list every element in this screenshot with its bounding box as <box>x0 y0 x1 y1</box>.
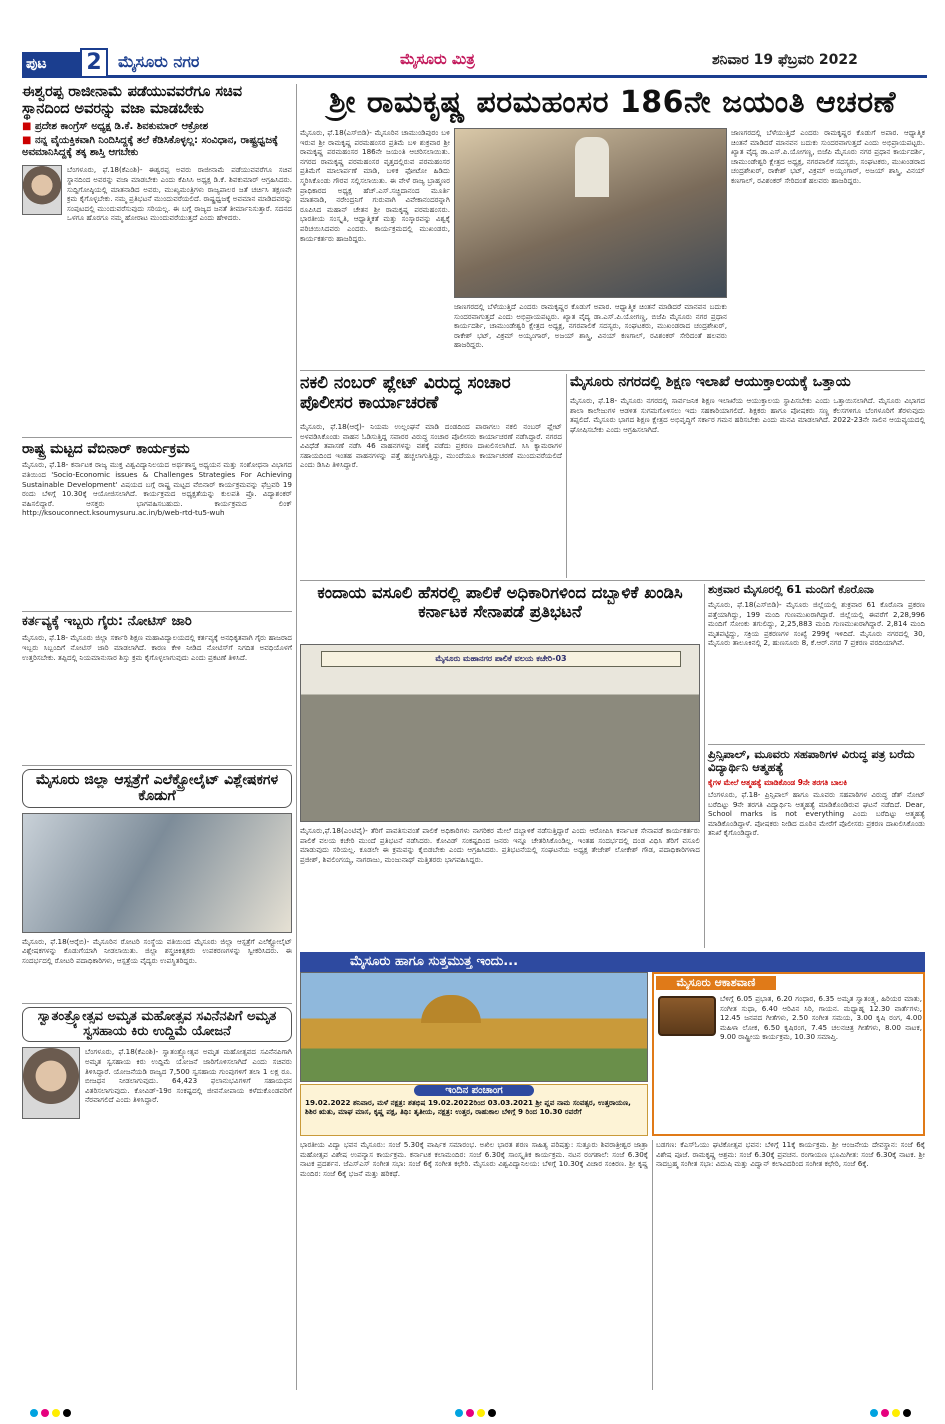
article-headline-education: ಮೈಸೂರು ನಗರದಲ್ಲಿ ಶಿಕ್ಷಣ ಇಲಾಖೆ ಆಯುಕ್ತಾಲಯಕ್ಕೆ ಒತ್ತಾಯ <box>570 374 851 390</box>
registration-dots-center <box>455 1402 499 1421</box>
article-headline-webinar: ರಾಷ್ಟ್ರ ಮಟ್ಟದ ವೆಬಿನಾರ್ ಕಾರ್ಯಕ್ರಮ <box>22 441 190 458</box>
bullet-item: ■ ಪ್ರದೇಶ ಕಾಂಗ್ರೆಸ್ ಅಧ್ಯಕ್ಷ ಡಿ.ಕೆ. ಶಿವಕುಮಾರ್ ಆಕ್ರೋಶ <box>22 121 209 133</box>
lead-body-right: ಜಾಣಗರದಲ್ಲಿ ಬೆಳೆಯುತ್ತಿದೆ ಎಂದರು ರಾಮಕೃಷ್ಣರ ಕೊಡುಗೆ ಅಪಾರ. ಆಧ್ಯಾತ್ಮಿಕ ಚಿಂತನೆ ಮಾಡಿದರೆ ಮಾನವನ ಬದುಕು ಸುಂದರವಾಗುತ್ತದೆ ಎಂದು ಅಭಿಪ್ರಾಯಪಟ್ಟರು. ಖ್ಯಾತ ವೈದ್ಯ ಡಾ.ಎಸ್.ಪಿ.ಯೋಗಣ್ಣ, ಬಿಜೆಪಿ ಮೈಸೂರು ನಗರ ಪ್ರಧಾನ ಕಾರ್ಯದರ್ಶಿ, ಚಾಮುಂಡೇಶ್ವರಿ ಕ್ಷೇತ್ರದ ಅಧ್ಯಕ್ಷ, ನಗರಪಾಲಿಕೆ ಸದಸ್ಯರು, ಸಂಘಟಕರು, ಮುಖಂಡರಾದ ಚಂದ್ರಶೇಖರ್, ರಾಕೇಶ್ ಭಟ್, ವಿಕ್ರಮ್ ಅಯ್ಯಂಗಾರ್, ಅಜಯ್ ಶಾಸ್ತ್ರಿ, ವಿನಯ್ ಕಣಗಾಲ್, ರವಿಶಂಕರ್ ಸೇರಿದಂತೆ ಹಲವರು ಹಾಜರಿದ್ದರು. <box>731 128 925 185</box>
page-label: ಪುಟ <box>22 52 100 76</box>
registration-dots-right <box>870 1402 914 1421</box>
radio-title: ಮೈಸೂರು ಆಕಾಶವಾಣಿ <box>656 976 776 990</box>
article-headline-eshwarappa: ಈಶ್ವರಪ್ಪ ರಾಜೀನಾಮೆ ಪಡೆಯುವವರೆಗೂ ಸಚಿವ ಸ್ಥಾನದಿಂದ ಅವರನ್ನು ವಜಾ ಮಾಡಬೇಕು <box>22 84 243 117</box>
article-body-hospital: ಮೈಸೂರು, ಫೆ.18(ಆರ್‍ಕೆಬಿ)- ಮೈಸೂರಿನ ರೋಟರಿ ಸಂಸ್ಥೆಯ ವತಿಯಿಂದ ಮೈಸೂರು ಜಿಲ್ಲಾ ಆಸ್ಪತ್ರೆಗೆ ಎಲೆಕ್ಟ್ರೋಲೈಟ್ ವಿಶ್ಲೇಷಕಗಳನ್ನು ಕೊಡುಗೆಯಾಗಿ ನೀಡಲಾಯಿತು. ಜಿಲ್ಲಾ ಶಸ್ತ್ರಚಿಕಿತ್ಸಕರು ಉಪಕರಣಗಳನ್ನು ಸ್ವೀಕರಿಸಿದರು. ಈ ಸಂದರ್ಭದಲ್ಲಿ ರೋಟರಿ ಪದಾಧಿಕಾರಿಗಳು, ಆಸ್ಪತ್ರೆಯ ವೈದ್ಯರು ಉಪಸ್ಥಿತರಿದ್ದರು. <box>22 936 292 965</box>
article-headline-principal: ಪ್ರಿನ್ಸಿಪಾಲ್, ಮೂವರು ಸಹಪಾಠಿಗಳ ವಿರುದ್ಧ ಪತ್ರ ಬರೆದು ವಿದ್ಯಾರ್ಥಿನಿ ಆತ್ಮಹತ್ಯೆ <box>708 747 915 775</box>
article-headline-amrit: ಸ್ವಾತಂತ್ರ್ಯೋತ್ಸವ ಅಮೃತ ಮಹೋತ್ಸವ ಸವಿನೆನಪಿಗೆ ಅಮೃತ ಸ್ವಸಹಾಯ ಕಿರು ಉದ್ದಿಮೆ ಯೋಜನೆ <box>22 1007 292 1043</box>
statue-shape <box>575 137 609 197</box>
radio-box <box>652 972 925 1136</box>
panchanga-title: ಇಂದಿನ ಪಂಚಾಂಗ <box>414 1085 534 1096</box>
events-column-1: ಭಾರತೀಯ ವಿದ್ಯಾ ಭವನ ಮೈಸೂರು: ಸಂಜೆ 5.30ಕ್ಕೆ ವಾರ್ಷಿಕ ಸಮಾರಂಭ. ಅಖಿಲ ಭಾರತ ಶರಣ ಸಾಹಿತ್ಯ ಪರಿಷತ್ತು: ಸುತ್ತೂರು ಶಿವರಾತ್ರೀಶ್ವರ ಜಾತ್ರಾ ಮಹೋತ್ಸವ ವಿಶೇಷ ಉಪನ್ಯಾಸ ಕಾರ್ಯಕ್ರಮ. ಕರ್ನಾಟಕ ಕಲಾಮಂದಿರ: ಸಂಜೆ 6.30ಕ್ಕೆ ಸಾಂಸ್ಕೃತಿಕ ಕಾರ್ಯಕ್ರಮ. ನಟನ ರಂಗಶಾಲೆ: ಸಂಜೆ 6.30ಕ್ಕೆ ನಾಟಕ ಪ್ರದರ್ಶನ. ಜೆಎಸ್‍ಎಸ್ ಸಂಗೀತ ಸಭಾ: ಸಂಜೆ 6ಕ್ಕೆ ಸಂಗೀತ ಕಛೇರಿ. ಮೈಸೂರು ವಿಶ್ವವಿದ್ಯಾನಿಲಯ: ಬೆಳಿಗ್ಗೆ 10.30ಕ್ಕೆ ವಿಚಾರ ಸಂಕಿರಣ. ಶ್ರೀ ಕೃಷ್ಣ ಮಂದಿರ: ಸಂಜೆ 6ಕ್ಕೆ ಭಜನೆ ಮತ್ತು ಹರಿಕಥೆ. <box>300 1140 648 1178</box>
registration-dots-left <box>30 1402 74 1421</box>
masthead: ಮೈಸೂರು ಮಿತ್ರ <box>400 50 475 68</box>
page-number: 2 <box>80 48 108 78</box>
panchanga-text: 19.02.2022 ಶನಿವಾರ, ಮಳೆ ನಕ್ಷತ್ರ: ಶತಭಿಷ 19.02.2022ರಿಂದ 03.03.2021 ಶ್ರೀ ಪ್ಲವ ನಾಮ ಸಂವತ್ಸರ, ಉತ್ತರಾಯಣ, ಶಿಶಿರ ಋತು, ಮಾಘ ಮಾಸ, ಕೃಷ್ಣ ಪಕ್ಷ, ತಿಥಿ: ತೃತೀಯ, ನಕ್ಷತ್ರ: ಉತ್ತರ, ರಾಹುಕಾಲ ಬೆಳಿಗ್ಗೆ 9 ರಿಂದ 10.30 ರವರೆಗೆ <box>305 1098 631 1117</box>
office-sign: ಮೈಸೂರು ಮಹಾನಗರ ಪಾಲಿಕೆ ವಲಯ ಕಚೇರಿ-03 <box>321 651 681 667</box>
lead-body-middle: ಜಾಣಗರದಲ್ಲಿ ಬೆಳೆಯುತ್ತಿದೆ ಎಂದರು ರಾಮಕೃಷ್ಣರ ಕೊಡುಗೆ ಅಪಾರ. ಆಧ್ಯಾತ್ಮಿಕ ಚಿಂತನೆ ಮಾಡಿದರೆ ಮಾನವನ ಬದುಕು ಸುಂದರವಾಗುತ್ತದೆ ಎಂದು ಅಭಿಪ್ರಾಯಪಟ್ಟರು. ಖ್ಯಾತ ವೈದ್ಯ ಡಾ.ಎಸ್.ಪಿ.ಯೋಗಣ್ಣ, ಬಿಜೆಪಿ ಮೈಸೂರು ನಗರ ಪ್ರಧಾನ ಕಾರ್ಯದರ್ಶಿ, ಚಾಮುಂಡೇಶ್ವರಿ ಕ್ಷೇತ್ರದ ಅಧ್ಯಕ್ಷ, ನಗರಪಾಲಿಕೆ ಸದಸ್ಯರು, ಸಂಘಟಕರು, ಮುಖಂಡರಾದ ಚಂದ್ರಶೇಖರ್, ರಾಕೇಶ್ ಭಟ್, ವಿಕ್ರಮ್ ಅಯ್ಯಂಗಾರ್, ಅಜಯ್ ಶಾಸ್ತ್ರಿ, ವಿನಯ್ ಕಣಗಾಲ್, ರವಿಶಂಕರ್ ಸೇರಿದಂತೆ ಹಲವರು ಹಾಜರಿದ್ದರು. <box>454 302 727 350</box>
bullet-item: ■ ನನ್ನ ವೈಯಕ್ತಿಕವಾಗಿ ನಿಂದಿಸಿದ್ದಕ್ಕೆ ತಲೆ ಕೆಡಿಸಿಕೊಳ್ಳಲ್ಲ: ಸಂವಿಧಾನ, ರಾಷ್ಟ್ರಧ್ವಜಕ್ಕೆ ಅವಮಾನಿಸಿದ್ದಕ್ಕೆ ತಕ್ಕ ಶಾಸ್ತಿ ಆಗಬೇಕು <box>22 135 278 159</box>
photo-protest <box>300 644 700 822</box>
panchanga-box <box>300 1084 648 1136</box>
bullet-icon: ■ <box>22 121 32 133</box>
radio-icon <box>658 996 716 1036</box>
today-banner: ಮೈಸೂರು ಹಾಗೂ ಸುತ್ತಮುತ್ತ ಇಂದು... <box>300 952 925 972</box>
article-headline-plates: ನಕಲಿ ನಂಬರ್ ಪ್ಲೇಟ್ ವಿರುದ್ಧ ಸಂಚಾರ ಪೊಲೀಸರ ಕಾರ್ಯಾಚರಣೆ <box>300 373 511 413</box>
article-body-principal: ಬೆಂಗಳೂರು, ಫೆ.18- ಪ್ರಿನ್ಸಿಪಾಲ್ ಹಾಗೂ ಮೂವರು ಸಹಪಾಠಿಗಳ ವಿರುದ್ಧ ಡೆತ್ ನೋಟ್ ಬರೆದಿಟ್ಟು 9ನೇ ತರಗತಿ ವಿದ್ಯಾರ್ಥಿನಿ ಆತ್ಮಹತ್ಯೆ ಮಾಡಿಕೊಂಡಿರುವ ಘಟನೆ ನಡೆದಿದೆ. Dear, School marks is not everything ಎಂದು ಬರೆದಿಟ್ಟು ಆತ್ಮಹತ್ಯೆ ಮಾಡಿಕೊಂಡಿದ್ದಾಳೆ. ಪೋಷಕರು ನೀಡಿದ ದೂರಿನ ಮೇರೆಗೆ ಪೊಲೀಸರು ಪ್ರಕರಣ ದಾಖಲಿಸಿಕೊಂಡು ತನಿಖೆ ಕೈಗೊಂಡಿದ್ದಾರೆ. <box>708 790 925 838</box>
article-body-notice: ಮೈಸೂರು, ಫೆ.18- ಮೈಸೂರು ಜಿಲ್ಲಾ ಸರ್ಕಾರಿ ಶಿಕ್ಷಣ ಮಹಾವಿದ್ಯಾಲಯದಲ್ಲಿ ಕರ್ತವ್ಯಕ್ಕೆ ಅನಧಿಕೃತವಾಗಿ ಗೈರು ಹಾಜರಾದ ಇಬ್ಬರು ಸಿಬ್ಬಂದಿಗೆ ನೋಟಿಸ್ ಜಾರಿ ಮಾಡಲಾಗಿದೆ. ಕಾರಣ ಕೇಳಿ ನೀಡಿದ ನೋಟಿಸ್‌ಗೆ ನಿಗದಿತ ಅವಧಿಯೊಳಗೆ ಉತ್ತರಿಸಬೇಕು. ತಪ್ಪಿದಲ್ಲಿ ನಿಯಮಾನುಸಾರ ಶಿಸ್ತು ಕ್ರಮ ಕೈಗೊಳ್ಳಲಾಗುವುದು ಎಂದು ಪ್ರಕಟಣೆ ತಿಳಿಸಿದೆ. <box>22 633 292 662</box>
lead-body-left: ಮೈಸೂರು, ಫೆ.18(ಎಸ್‍ಬಿಡಿ)- ಮೈಸೂರಿನ ಚಾಮುಂಡಿಪುರಂ ಬಳಿ ಇರುವ ಶ್ರೀ ರಾಮಕೃಷ್ಣ ಪರಮಹಂಸರ ಪ್ರತಿಮೆ ಬಳಿ ಶುಕ್ರವಾರ ಶ್ರೀ ರಾಮಕೃಷ್ಣ ಪರಮಹಂಸರ 186ನೇ ಜಯಂತಿ ಆಚರಿಸಲಾಯಿತು. ನಗರದ ರಾಮಕೃಷ್ಣ ಪರಮಹಂಸರ ವೃತ್ತದಲ್ಲಿರುವ ಪರಮಹಂಸರ ಪ್ರತಿಮೆಗೆ ಮಾಲಾರ್ಪಣೆ ಮಾಡಿ, ಬಳಿಕ ಫೋಟೋ ಹಿಡಿದು ಸ್ಮರಿಸಿಕೊಂಡು ಗೌರವ ಸಲ್ಲಿಸಲಾಯಿತು. ಈ ವೇಳೆ ರಾಜ್ಯ ಬ್ರಾಹ್ಮಣರ ಪ್ರಾಧಿಕಾರದ ಅಧ್ಯಕ್ಷ ಹೆಚ್.ಎಸ್.ಸಚ್ಚಿದಾನಂದ ಮೂರ್ತಿ ಮಾತನಾಡಿ, ನರೇಂದ್ರನಿಗೆ ಗುರುವಾಗಿ ವಿವೇಕಾನಂದರನ್ನಾಗಿ ರೂಪಿಸಿದ ಮಹಾನ್ ಚೇತನ ಶ್ರೀ ರಾಮಕೃಷ್ಣ ಪರಮಹಂಸರು. ಭಾರತೀಯ ಸಂಸ್ಕೃತಿ, ಆಧ್ಯಾತ್ಮಿಕತೆ ಮತ್ತು ಸಂಸ್ಕಾರವನ್ನು ವಿಶ್ವಕ್ಕೆ ಪರಿಚಯಿಸಿದವರು ಎಂದರು. ಕಾರ್ಯಕ್ರಮದಲ್ಲಿ ಮುಖಂಡರು, ಕಾರ್ಯಕರ್ತರು ಹಾಜರಿದ್ದರು. <box>300 128 450 243</box>
portrait-photo-minister <box>22 1047 80 1119</box>
article-body-eshwarappa: ಬೆಂಗಳೂರು, ಫೆ.18(ಕೆಎಂಶಿ)- ಈಶ್ವರಪ್ಪ ಅವರು ರಾಜೀನಾಮೆ ಪಡೆಯುವವರೆಗೂ ಸಚಿವ ಸ್ಥಾನದಿಂದ ಅವರನ್ನು ವಜಾ ಮಾಡಬೇಕು ಎಂದು ಕೆಪಿಸಿಸಿ ಅಧ್ಯಕ್ಷ ಡಿ.ಕೆ. ಶಿವಕುಮಾರ್ ಆಗ್ರಹಿಸಿದರು. ಸುದ್ದಿಗೋಷ್ಠಿಯಲ್ಲಿ ಮಾತನಾಡಿದ ಅವರು, ಮುಖ್ಯಮಂತ್ರಿಗಳು ರಾಜ್ಯಪಾಲರ ಜತೆ ಚರ್ಚಿಸಿ ತಕ್ಷಣವೇ ಕ್ರಮ ಕೈಗೊಳ್ಳಬೇಕು. ನಮ್ಮ ಪ್ರತಿಭಟನೆ ಮುಂದುವರೆಯಲಿದೆ. ರಾಷ್ಟ್ರಧ್ವಜಕ್ಕೆ ಅವಮಾನ ಮಾಡಿದವರನ್ನು ಸಂಪುಟದಲ್ಲಿ ಮುಂದುವರೆಸುವುದು ಸರಿಯಲ್ಲ. ಈ ಬಗ್ಗೆ ರಾಜ್ಯದ ಜನತೆ ತೀರ್ಮಾನಿಸುತ್ತಾರೆ. ಸದನದ ಒಳಗೂ ಹೊರಗೂ ನಮ್ಮ ಹೋರಾಟ ಮುಂದುವರೆಯುತ್ತದೆ ಎಂದು ಹೇಳಿದರು. <box>67 165 292 223</box>
events-column-2: ಬಡಗಣ: ಕೆಎಸ್‍ಓಯು ಘಟಿಕೋತ್ಸವ ಭವನ: ಬೆಳಿಗ್ಗೆ 11ಕ್ಕೆ ಕಾರ್ಯಕ್ರಮ. ಶ್ರೀ ಆಂಜನೇಯ ದೇವಸ್ಥಾನ: ಸಂಜೆ 6ಕ್ಕೆ ವಿಶೇಷ ಪೂಜೆ. ರಾಮಕೃಷ್ಣ ಆಶ್ರಮ: ಸಂಜೆ 6.30ಕ್ಕೆ ಪ್ರವಚನ. ರಂಗಾಯಣ ಭೂಮಿಗೀತ: ಸಂಜೆ 6.30ಕ್ಕೆ ನಾಟಕ. ಶ್ರೀ ನಾದಬ್ರಹ್ಮ ಸಂಗೀತ ಸಭಾ: ವಿದುಷಿ ಮತ್ತು ವಿದ್ವಾನ್ ಕಲಾವಿದರಿಂದ ಸಂಗೀತ ಕಛೇರಿ, ಸಂಜೆ 6ಕ್ಕೆ. <box>656 1140 925 1169</box>
article-headline-hospital: ಮೈಸೂರು ಜಿಲ್ಲಾ ಆಸ್ಪತ್ರೆಗೆ ಎಲೆಕ್ಟ್ರೋಲೈಟ್ ವಿಶ್ಲೇಷಕಗಳ ಕೊಡುಗೆ <box>22 769 292 807</box>
lead-headline: ಶ್ರೀ ರಾಮಕೃಷ್ಣ ಪರಮಹಂಸರ 186ನೇ ಜಯಂತಿ ಆಚರಣೆ <box>329 85 896 120</box>
portrait-photo-shivakumar <box>22 165 62 215</box>
section-name: ಮೈಸೂರು ನಗರ <box>118 52 200 71</box>
article-body-education: ಮೈಸೂರು, ಫೆ.18- ಮೈಸೂರು ನಗರದಲ್ಲಿ ಸಾರ್ವಜನಿಕ ಶಿಕ್ಷಣ ಇಲಾಖೆಯ ಆಯುಕ್ತಾಲಯ ಸ್ಥಾಪಿಸಬೇಕು ಎಂದು ಒತ್ತಾಯಿಸಲಾಗಿದೆ. ಮೈಸೂರು ವಿಭಾಗದ ಶಾಲಾ ಕಾಲೇಜುಗಳ ಆಡಳಿತ ಸುಗಮಗೊಳಿಸಲು ಇದು ಸಹಕಾರಿಯಾಗಲಿದೆ. ಶಿಕ್ಷಕರು ಹಾಗೂ ಪೋಷಕರು ಸಣ್ಣ ಕೆಲಸಗಳಿಗೂ ಬೆಂಗಳೂರಿಗೆ ತೆರಳುವುದು ತಪ್ಪಲಿದೆ. ಮೈಸೂರು ಭಾಗದ ಶಿಕ್ಷಣ ಕ್ಷೇತ್ರದ ಅಭಿವೃದ್ಧಿಗೆ ಸರ್ಕಾರ ಗಮನ ಹರಿಸಬೇಕು ಎಂದು ಮನವಿ ಮಾಡಲಾಗಿದೆ. 2022-23ನೇ ಸಾಲಿನ ಆಯವ್ಯಯದಲ್ಲಿ ಘೋಷಿಸಬೇಕು ಎಂದು ಆಗ್ರಹಿಸಲಾಗಿದೆ. <box>570 396 925 434</box>
article-body-protest: ಮೈಸೂರು,ಫೆ.18(ಎಂಟಿವೈ)- ತೆರಿಗೆ ಪಾವತಿಸುವಂತೆ ಪಾಲಿಕೆ ಅಧಿಕಾರಿಗಳು ನಾಗರಿಕರ ಮೇಲೆ ದಬ್ಬಾಳಿಕೆ ನಡೆಸುತ್ತಿದ್ದಾರೆ ಎಂದು ಆರೋಪಿಸಿ ಕರ್ನಾಟಕ ಸೇನಾಪಡೆ ಕಾರ್ಯಕರ್ತರು ಪಾಲಿಕೆ ವಲಯ ಕಚೇರಿ ಮುಂದೆ ಪ್ರತಿಭಟನೆ ನಡೆಸಿದರು. ಕೋವಿಡ್ ಸಂಕಷ್ಟದಿಂದ ಜನರು ಇನ್ನೂ ಚೇತರಿಸಿಕೊಂಡಿಲ್ಲ. ಇಂತಹ ಸಂದರ್ಭದಲ್ಲಿ ದಂಡ ವಿಧಿಸಿ ತೆರಿಗೆ ವಸೂಲಿ ಮಾಡುವುದು ಸರಿಯಲ್ಲ. ಕೂಡಲೇ ಈ ಕ್ರಮವನ್ನು ಕೈಬಿಡಬೇಕು ಎಂದು ಆಗ್ರಹಿಸಿದರು. ಪ್ರತಿಭಟನೆಯಲ್ಲಿ ಸಂಘಟನೆಯ ಅಧ್ಯಕ್ಷ ತೇಜೇಶ್ ಲೋಕೇಶ್ ಗೌಡ, ಪದಾಧಿಕಾರಿಗಳಾದ ಪ್ರಜೀಶ್, ಶಿವಲಿಂಗಯ್ಯ, ನಾಗರಾಜು, ಮಂಜುನಾಥ್ ಮತ್ತಿತರರು ಭಾಗವಹಿಸಿದ್ದರು. <box>300 826 700 864</box>
article-headline-notice: ಕರ್ತವ್ಯಕ್ಕೆ ಇಬ್ಬರು ಗೈರು: ನೋಟಿಸ್ ಜಾರಿ <box>22 614 192 630</box>
bullet-icon: ■ <box>22 135 32 147</box>
article-headline-covid: ಶುಕ್ರವಾರ ಮೈಸೂರಲ್ಲಿ 61 ಮಂದಿಗೆ ಕೊರೊನಾ <box>708 583 874 596</box>
article-body-covid: ಮೈಸೂರು, ಫೆ.18(ಎಸ್‍ಬಿಡಿ)- ಮೈಸೂರು ಜಿಲ್ಲೆಯಲ್ಲಿ ಶುಕ್ರವಾರ 61 ಕೊರೊನಾ ಪ್ರಕರಣ ಪತ್ತೆಯಾಗಿದ್ದು, 199 ಮಂದಿ ಗುಣಮುಖರಾಗಿದ್ದಾರೆ. ಜಿಲ್ಲೆಯಲ್ಲಿ ಈವರೆಗೆ 2,28,996 ಮಂದಿಗೆ ಸೋಂಕು ತಗುಲಿದ್ದು, 2,25,883 ಮಂದಿ ಗುಣಮುಖರಾಗಿದ್ದಾರೆ. 2,814 ಮಂದಿ ಮೃತಪಟ್ಟಿದ್ದು, ಸಕ್ರಿಯ ಪ್ರಕರಣಗಳ ಸಂಖ್ಯೆ 299ಕ್ಕೆ ಇಳಿದಿದೆ. ಮೈಸೂರು ನಗರದಲ್ಲಿ 30, ಮೈಸೂರು ತಾಲೂಕಿನಲ್ಲಿ 2, ಹುಣಸೂರು 8, ಕೆ.ಆರ್.ನಗರ 7 ಪ್ರಕರಣ ವರದಿಯಾಗಿವೆ. <box>708 600 925 648</box>
left-column <box>22 84 292 1390</box>
radio-schedule: ಬೆಳಿಗ್ಗೆ 6.05 ಪ್ರಭಾತ, 6.20 ಗಂಧಾರ, 6.35 ಅಮೃತ ಸ್ವಾತಂತ್ರ್ಯ, ಹಿರಿಯರ ಮಾತು, ಸಂಗೀತ ಸುಧಾ, 6.40 ಆರಿವಿನ ಸಿರಿ, ಗಾಯನ. ಮಧ್ಯಾಹ್ನ 12.30 ವಾರ್ತೆಗಳು, 12.45 ಜನಪದ ಗೀತೆಗಳು, 2.50 ಸಂಗೀತ ಸಮಯ, 3.00 ಕೃಷಿ ರಂಗ, 4.00 ಮಹಿಳಾ ಲೋಕ, 6.50 ಕೃಷಿರಂಗ, 7.45 ಚಲನಚಿತ್ರ ಗೀತೆಗಳು, 8.00 ನಾಟಕ, 9.00 ರಾಷ್ಟ್ರೀಯ ಕಾರ್ಯಕ್ರಮ, 10.30 ಸಮಾಪ್ತಿ. <box>720 994 922 1042</box>
photo-hospital-handover <box>22 813 292 933</box>
article-body-plates: ಮೈಸೂರು, ಫೆ.18(ಆರ್‍ಕೆ)- ನಿಯಮ ಉಲ್ಲಂಘನೆ ಮಾಡಿ ದಂಡದಿಂದ ಪಾರಾಗಲು ನಕಲಿ ನಂಬರ್ ಪ್ಲೇಟ್ ಅಳವಡಿಸಿಕೊಂಡು ವಾಹನ ಓಡಿಸುತ್ತಿದ್ದ ಸವಾರರ ವಿರುದ್ಧ ಸಂಚಾರ ಪೊಲೀಸರು ಕಾರ್ಯಾಚರಣೆ ನಡೆಸಿದ್ದಾರೆ. ನಗರದ ವಿವಿಧೆಡೆ ತಪಾಸಣೆ ನಡೆಸಿ 46 ವಾಹನಗಳನ್ನು ವಶಕ್ಕೆ ಪಡೆದು ಪ್ರಕರಣ ದಾಖಲಿಸಲಾಗಿದೆ. ಸಿಸಿ ಕ್ಯಾಮರಾಗಳ ಸಹಾಯದಿಂದ ಇಂತಹ ವಾಹನಗಳನ್ನು ಪತ್ತೆ ಹಚ್ಚಲಾಗುತ್ತಿದ್ದು, ಮುಂದೆಯೂ ಕಾರ್ಯಾಚರಣೆ ಮುಂದುವರೆಯಲಿದೆ ಎಂದು ಡಿಸಿಪಿ ತಿಳಿಸಿದ್ದಾರೆ. <box>300 422 562 470</box>
article-headline-protest: ಕಂದಾಯ ವಸೂಲಿ ಹೆಸರಲ್ಲಿ ಪಾಲಿಕೆ ಅಧಿಕಾರಿಗಳಿಂದ ದಬ್ಬಾಳಿಕೆ ಖಂಡಿಸಿ ಕರ್ನಾಟಕ ಸೇನಾಪಡೆ ಪ್ರತಿಭಟನೆ <box>317 583 683 621</box>
bullet-list <box>22 121 292 159</box>
article-body-webinar: ಮೈಸೂರು, ಫೆ.18- ಕರ್ನಾಟಕ ರಾಜ್ಯ ಮುಕ್ತ ವಿಶ್ವವಿದ್ಯಾನಿಲಯದ ಅರ್ಥಶಾಸ್ತ್ರ ಅಧ್ಯಯನ ಮತ್ತು ಸಂಶೋಧನಾ ವಿಭಾಗದ ವತಿಯಿಂದ 'Socio-Economic issues & Challenges Strategies For Achieving Sustainable Development' ವಿಷಯದ ಬಗ್ಗೆ ರಾಷ್ಟ್ರ ಮಟ್ಟದ ವೆಬಿನಾರ್ ಕಾರ್ಯಕ್ರಮವನ್ನು ಫೆಬ್ರವರಿ 19 ರಂದು ಬೆಳಿಗ್ಗೆ 10.30ಕ್ಕೆ ಆಯೋಜಿಸಲಾಗಿದೆ. ಕಾರ್ಯಕ್ರಮದ ಅಧ್ಯಕ್ಷತೆಯನ್ನು ಕುಲಪತಿ ಪ್ರೊ. ವಿದ್ಯಾಶಂಕರ್ ವಹಿಸಲಿದ್ದಾರೆ. ಆಸಕ್ತರು ಭಾಗವಹಿಸಬಹುದು. ಕಾರ್ಯಕ್ರಮದ ಲಿಂಕ್ http://ksouconnect.ksoumysuru.ac.in/b/web-rtd-tu5-wuh <box>22 460 292 518</box>
photo-mysore-palace <box>300 972 648 1082</box>
palace-dome-shape <box>421 995 481 1023</box>
article-subhead-principal: ಕೈಗಳ ಮೇಲೆ ಆತ್ಮಹತ್ಯೆ ಮಾಡಿಕೊಂಡ 9ನೇ ತರಗತಿ ಬಾಲಕಿ <box>708 778 847 787</box>
article-body-amrit: ಬೆಂಗಳೂರು, ಫೆ.18(ಕೆಎಂಶಿ)- ಸ್ವಾತಂತ್ರ್ಯೋತ್ಸವ ಅಮೃತ ಮಹೋತ್ಸವದ ಸವಿನೆನಪಿಗಾಗಿ ಅಮೃತ ಸ್ವಸಹಾಯ ಕಿರು ಉದ್ದಿಮೆ ಯೋಜನೆ ಜಾರಿಗೊಳಿಸಲಾಗಿದೆ ಎಂದು ಸಚಿವರು ತಿಳಿಸಿದ್ದಾರೆ. ಯೋಜನೆಯಡಿ ರಾಜ್ಯದ 7,500 ಸ್ವಸಹಾಯ ಗುಂಪುಗಳಿಗೆ ತಲಾ 1 ಲಕ್ಷ ರೂ. ಬೀಜಧನ ನೀಡಲಾಗುವುದು. 64,423 ಫಲಾನುಭವಿಗಳಿಗೆ ಸಹಾಯಧನ ವಿತರಿಸಲಾಗುವುದು. ಕೋವಿಡ್-19ರ ಸಂಕಷ್ಟದಲ್ಲಿ ಜೀವನೋಪಾಯ ಕಳೆದುಕೊಂಡವರಿಗೆ ನೆರವಾಗಲಿದೆ ಎಂದು ತಿಳಿಸಿದ್ದಾರೆ. <box>85 1047 292 1105</box>
photo-jayanti-celebration <box>454 128 727 298</box>
issue-date: ಶನಿವಾರ 19 ಫೆಬ್ರವರಿ 2022 <box>712 52 858 68</box>
